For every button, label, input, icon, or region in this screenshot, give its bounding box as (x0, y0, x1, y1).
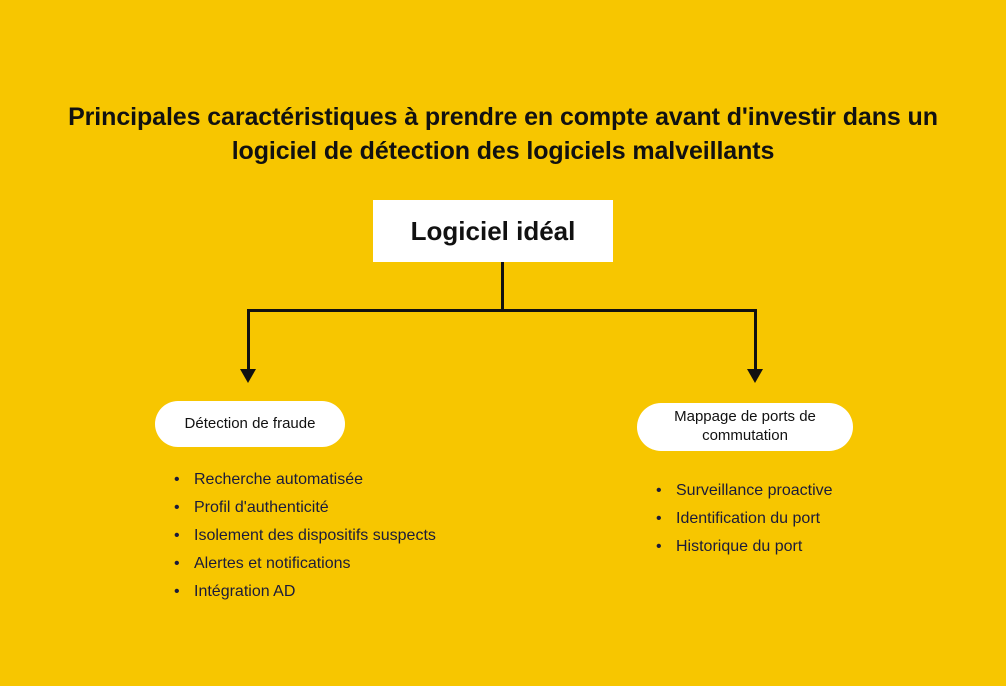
list-item: • Recherche automatisée (190, 472, 552, 488)
list-item: • Isolement des dispositifs suspects (190, 528, 552, 544)
page-title: Principales caractéristiques à prendre en compte avant d'investir dans un logiciel de détection des logiciels malveillants (68, 103, 938, 165)
branch-list-port-mapping (654, 483, 984, 567)
branch-node-label: Détection de fraude (184, 414, 316, 432)
list-item: • Alertes et notifications (190, 556, 552, 572)
connector-horizontal-bar (247, 309, 757, 312)
list-item: • Surveillance proactive (672, 483, 984, 499)
branch-node-fraud-detection (155, 401, 345, 447)
arrow-head-left-icon (240, 369, 256, 383)
connector-vertical-left (247, 309, 250, 371)
list-item: • Identification du port (672, 511, 984, 527)
branch-node-label: Mappage de ports de commutation (674, 408, 816, 444)
branch-node-port-mapping (637, 403, 853, 451)
connector-vertical-right (754, 309, 757, 371)
root-node (373, 200, 613, 262)
root-node-label: Logiciel idéal (410, 215, 576, 246)
list-item: • Profil d'authenticité (190, 500, 552, 516)
branch-list-fraud-detection (172, 472, 552, 612)
list-item: • Intégration AD (190, 584, 552, 600)
arrow-head-right-icon (747, 369, 763, 383)
list-item: • Historique du port (672, 539, 984, 555)
connector-vertical-stem (501, 262, 504, 311)
